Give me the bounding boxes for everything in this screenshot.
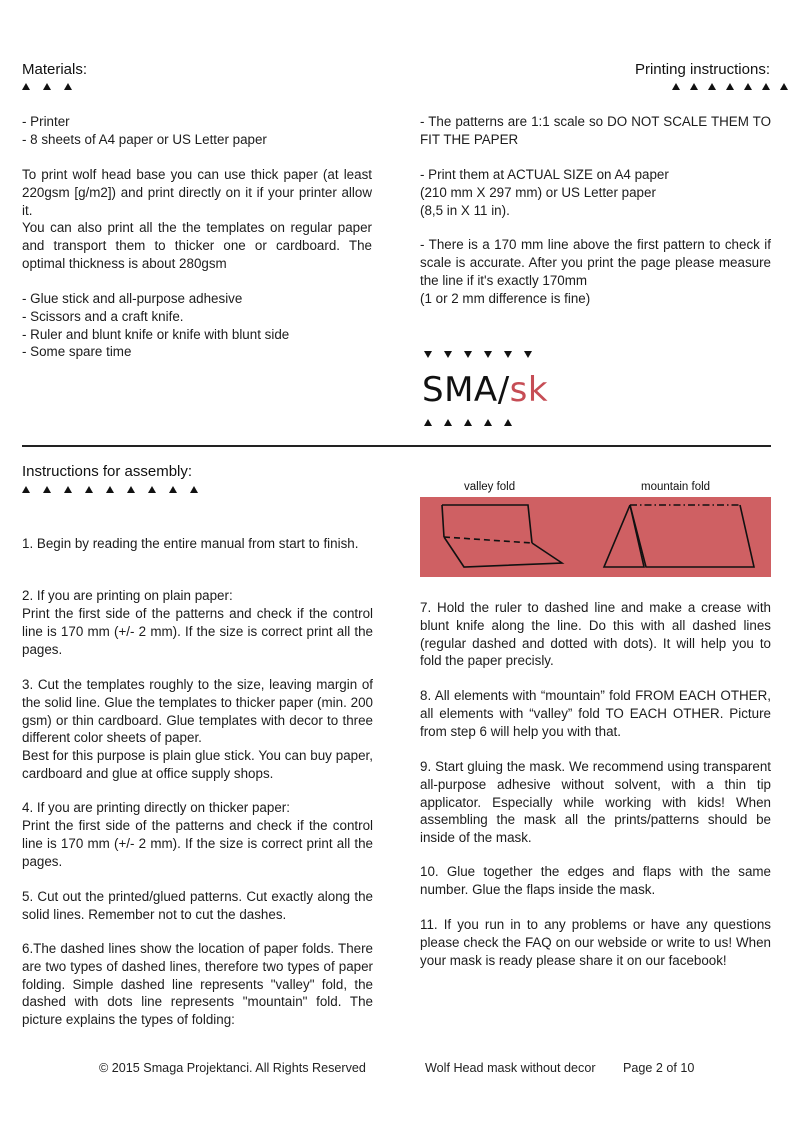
step-3-tail: Best for this purpose is plain glue stick. You can buy paper, cardboard and glue at office supply shops. <box>22 748 373 781</box>
step-10: 10. Glue together the edges and flaps with the same number. Glue the flaps inside the mask. <box>420 864 771 897</box>
brand-logo <box>422 370 548 410</box>
triangle-icon <box>744 83 752 90</box>
logo-slash: / <box>497 370 510 410</box>
assembly-triangle-divider <box>22 486 198 493</box>
step-9: 9. Start gluing the mask. We recommend using transparent all-purpose adhesive without solvent, with a thin tip applicator. Especially while working with kids! When assembling the mask all the prints/patterns should be inside of the mask. <box>420 759 771 846</box>
triangle-icon <box>106 486 114 493</box>
step-4-body: Print the first side of the patterns and check if the control line is 170 mm (+/- 2 mm). If the size is correct print all the pages. <box>22 818 373 869</box>
materials-regular-paragraph: You can also print all the the templates on regular paper and transport them to thicker one or cardboard. The optimal thickness is about 280gsm <box>22 220 372 271</box>
triangle-icon <box>484 351 492 358</box>
triangle-icon <box>148 486 156 493</box>
logo-part-sma: SMA <box>422 370 498 410</box>
materials-list-tools <box>22 290 372 361</box>
triangle-icon <box>464 351 472 358</box>
triangle-icon <box>85 486 93 493</box>
step-5: 5. Cut out the printed/glued patterns. Cut exactly along the solid lines. Remember not to cut the dashes. <box>22 889 373 922</box>
triangle-icon <box>780 83 788 90</box>
triangle-icon <box>22 486 30 493</box>
triangle-icon <box>64 486 72 493</box>
materials-line: - Printer <box>22 114 70 129</box>
section-divider <box>22 445 771 447</box>
materials-list <box>22 113 372 149</box>
triangle-icon <box>690 83 698 90</box>
step-6: 6.The dashed lines show the location of paper folds. There are two types of dashed lines, therefore two types of paper folding. Simple dashed line represents "valley" fold, the dashed with dots line represents "mountain" fold. The picture explains the types of folding: <box>22 941 373 1028</box>
step-1: 1. Begin by reading the entire manual from start to finish. <box>22 536 359 551</box>
logo-triangle-top <box>424 351 532 358</box>
valley-fold-label: valley fold <box>464 481 516 493</box>
step-2-heading: 2. If you are printing on plain paper: <box>22 588 233 603</box>
footer-doc-title: Wolf Head mask without decor <box>425 1061 596 1075</box>
printing-check-paragraph: - There is a 170 mm line above the first pattern to check if scale is accurate. After you print the page please measure the line if it's exactly 170mm <box>420 237 771 288</box>
triangle-icon <box>504 351 512 358</box>
printing-check-tail: (1 or 2 mm difference is fine) <box>420 291 591 306</box>
triangle-icon <box>190 486 198 493</box>
triangle-icon <box>22 83 30 90</box>
step-8: 8. All elements with “mountain” fold FROM EACH OTHER, all elements with “valley” fold TO EACH OTHER. Picture from step 6 will help you with that. <box>420 688 771 739</box>
step-3: 3. Cut the templates roughly to the size, leaving margin of the solid line. Glue the templates to thicker paper (min. 200 gsm) or thin cardboard. Glue templates with decor to three different color sheets of paper. <box>22 677 373 746</box>
fold-diagram <box>420 497 771 577</box>
valley-fold-illustration <box>442 505 562 567</box>
step-11: 11. If you run in to any problems or have any questions please check the FAQ on our webside or write to us! When your mask is ready please share it on our facebook! <box>420 917 771 968</box>
triangle-icon <box>127 486 135 493</box>
printing-size-line: (8,5 in X 11 in). <box>420 202 510 218</box>
triangle-icon <box>726 83 734 90</box>
materials-line: - Scissors and a craft knife. <box>22 308 184 324</box>
triangle-icon <box>484 419 492 426</box>
footer-copyright: © 2015 Smaga Projektanci. All Rights Reserved <box>99 1061 366 1075</box>
triangle-icon <box>43 83 51 90</box>
triangle-icon <box>708 83 716 90</box>
materials-line: - 8 sheets of A4 paper or US Letter paper <box>22 131 267 147</box>
step-7: 7. Hold the ruler to dashed line and make a crease with blunt knife along the line. Do this with all dashed lines (regular dashed and dotted with dots). It will help you to fold the paper precisly. <box>420 600 771 669</box>
printing-size-line: - Print them at ACTUAL SIZE on A4 paper <box>420 167 669 182</box>
triangle-icon <box>169 486 177 493</box>
step-2-body: Print the first side of the patterns and check if the control line is 170 mm (+/- 2 mm). If the size is correct print all the pages. <box>22 606 373 657</box>
printing-scale-paragraph: - The patterns are 1:1 scale so DO NOT SCALE THEM TO FIT THE PAPER <box>420 114 771 147</box>
materials-line: - Some spare time <box>22 344 132 360</box>
logo-triangle-bottom <box>424 419 512 426</box>
triangle-icon <box>464 419 472 426</box>
triangle-icon <box>762 83 770 90</box>
logo-part-sk: sk <box>509 370 549 410</box>
triangle-icon <box>64 83 72 90</box>
mountain-fold-label: mountain fold <box>641 481 711 493</box>
materials-line: - Ruler and blunt knife or knife with blunt side <box>22 326 290 342</box>
mountain-fold-illustration <box>604 505 754 567</box>
triangle-icon <box>672 83 680 90</box>
triangle-icon <box>424 419 432 426</box>
triangle-icon <box>444 419 452 426</box>
step-4-heading: 4. If you are printing directly on thicker paper: <box>22 800 290 815</box>
triangle-icon <box>444 351 452 358</box>
triangle-icon <box>424 351 432 358</box>
printing-size-paragraph <box>420 166 771 219</box>
printing-size-line: (210 mm X 297 mm) or US Letter paper <box>420 184 656 200</box>
assembly-heading: Instructions for assembly: <box>22 463 193 480</box>
printing-triangle-divider <box>672 83 788 90</box>
triangle-icon <box>43 486 51 493</box>
printing-heading: Printing instructions: <box>634 61 770 78</box>
footer-page-number: Page 2 of 10 <box>623 1061 695 1075</box>
triangle-icon <box>504 419 512 426</box>
triangle-icon <box>524 351 532 358</box>
materials-triangle-divider <box>22 83 72 90</box>
materials-heading: Materials: <box>22 61 88 78</box>
materials-line: - Glue stick and all-purpose adhesive <box>22 291 243 306</box>
fold-diagram-panel <box>420 497 771 577</box>
materials-thick-paragraph: To print wolf head base you can use thick paper (at least 220gsm [g/m2]) and print directly on it if your printer allow it. <box>22 167 372 218</box>
